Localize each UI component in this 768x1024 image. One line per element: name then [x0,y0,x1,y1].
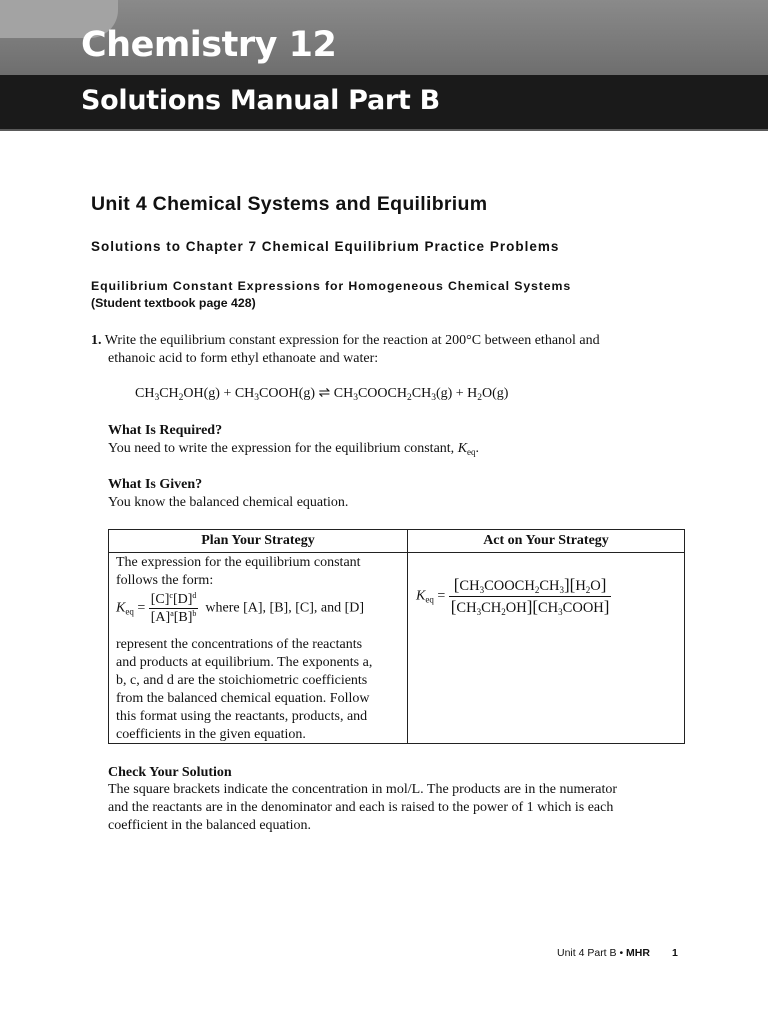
given-heading: What Is Given? [108,477,203,492]
page-footer [557,947,650,959]
footer-brand: MHR [626,947,650,959]
banner-divider [0,129,768,131]
check-heading: Check Your Solution [108,765,232,780]
plan-line: coefficients in the given equation. [116,727,306,742]
unit-heading: Unit 4 Chemical Systems and Equilibrium [91,193,488,215]
question-line-2: ethanoic acid to form ethyl ethanoate and water: [108,351,379,366]
page-number: 1 [672,947,678,959]
book-title: Chemistry 12 [81,25,337,65]
required-text: You need to write the expression for the equilibrium constant, $K_{eq}$. [108,441,480,457]
general-fraction: $\frac{[C]^c[D]^d}{[A]^a[B]^b}$ [150,591,197,625]
plan-line: this format using the reactants, products, and [116,709,368,724]
chapter-heading: Solutions to Chapter 7 Chemical Equilibrium Practice Problems [91,239,560,254]
question-text: Write the equilibrium constant expression for the reaction at 200°C between ethanol and [104,333,600,348]
question-number: 1. [91,333,102,348]
general-keq-expression: $K_{eq}$ = $\frac{[C]^c[D]^d}{[A]^a[B]^b}$ where [A], [B], [C], and [D] [116,591,365,625]
plan-line: and products at equilibrium. The exponents a, [116,655,373,670]
keq-expression: $K_{eq}$ = $\frac{[CH_3COOCH_2CH_3][H_2O]}{[CH_3CH_2OH][CH_3COOH]}$ [416,575,610,617]
required-heading: What Is Required? [108,423,223,438]
plan-line: represent the concentrations of the reactants [116,637,363,652]
required-sentence: You need to write the expression for the equilibrium constant, [108,441,458,456]
page-reference: (Student textbook page 428) [91,296,256,310]
check-line: The square brackets indicate the concentration in mol/L. The products are in the numerator [108,782,617,797]
header-banner [0,0,768,75]
subtitle-banner [0,75,768,129]
strategy-table [108,529,685,744]
plan-line: b, c, and d are the stoichiometric coefficients [116,673,368,688]
question-line-1 [91,332,600,350]
table-column-divider [407,530,408,743]
plan-line: follows the form: [116,573,214,588]
keq-fraction: $\frac{[CH_3COOCH_2CH_3][H_2O]}{[CH_3CH_2OH][CH_3COOH]}$ [450,575,610,617]
book-subtitle: Solutions Manual Part B [81,85,440,116]
plan-line: The expression for the equilibrium constant [116,555,361,570]
where-text: where [A], [B], [C], and [D] [205,600,365,616]
table-header-divider [109,552,684,553]
section-heading: Equilibrium Constant Expressions for Homogeneous Chemical Systems [91,279,572,293]
plan-line: from the balanced chemical equation. Follow [116,691,370,706]
footer-text: Unit 4 Part B • [557,947,627,959]
check-line: coefficient in the balanced equation. [108,818,312,833]
plan-header: Plan Your Strategy [201,533,315,548]
check-line: and the reactants are in the denominator and each is raised to the power of 1 which is each [108,800,614,815]
chemical-equation: $CH_3CH_2OH(g)$ + $CH_3COOH(g)$ ⇌ $CH_3COOCH_2CH_3(g) + H_2O(g)$ [135,386,509,403]
given-text: You know the balanced chemical equation. [108,495,349,510]
act-header: Act on Your Strategy [483,533,609,548]
